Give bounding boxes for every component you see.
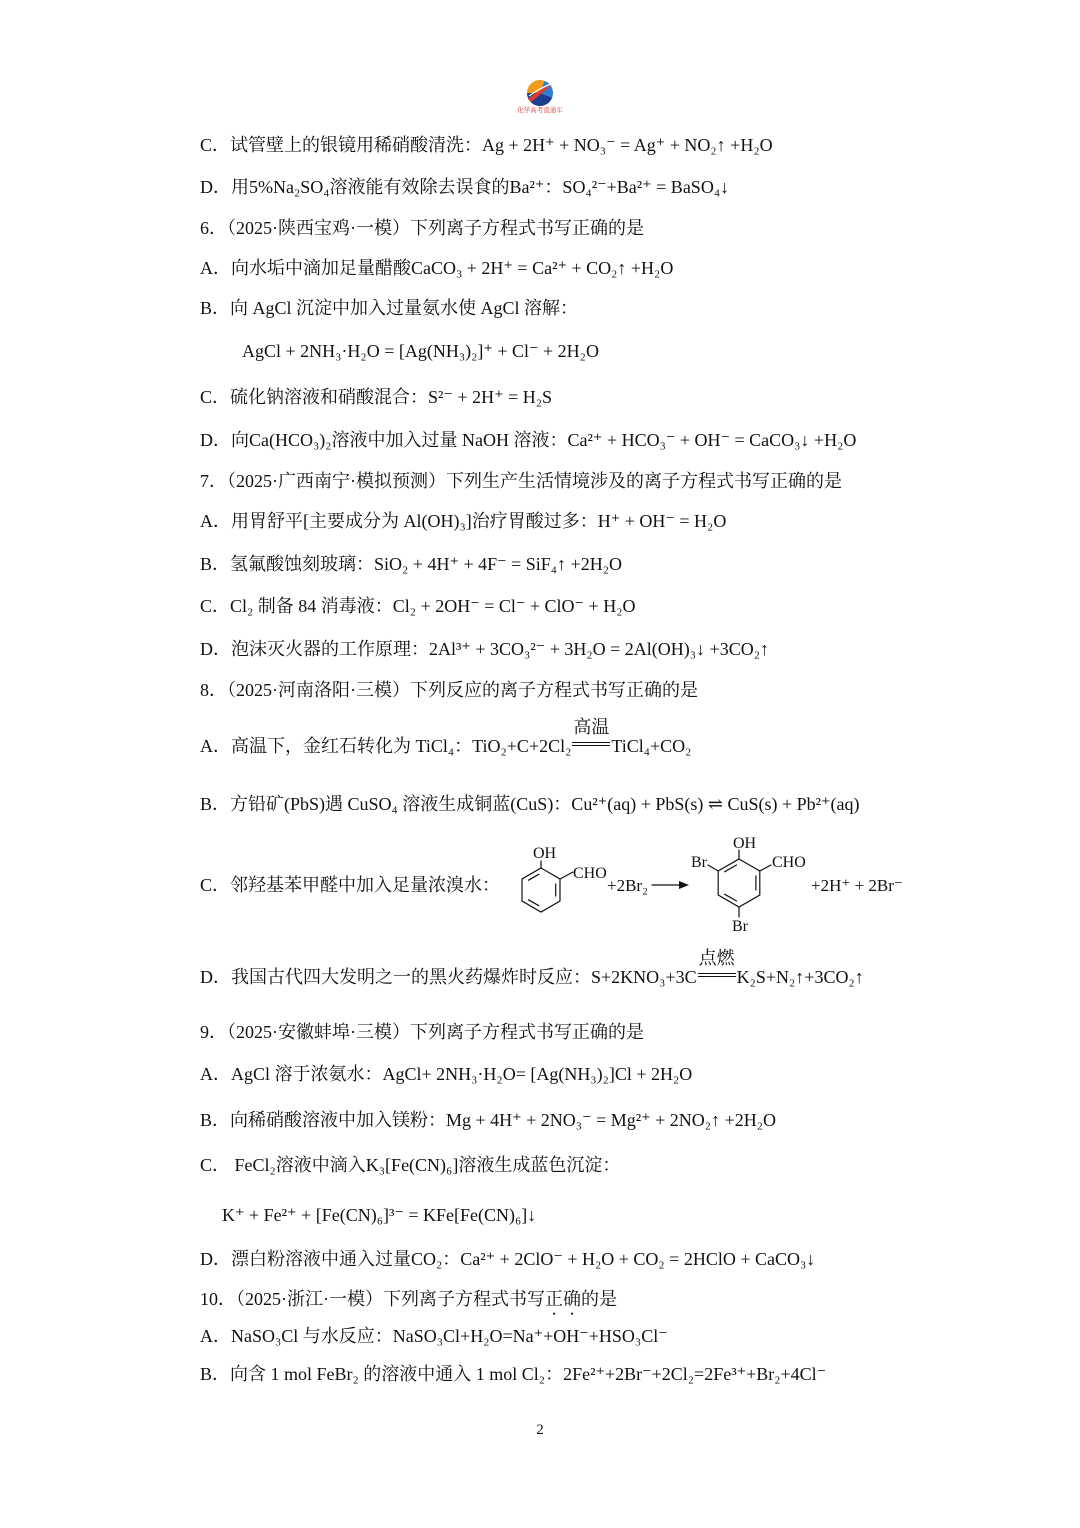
q6-option-a: A．向水垢中滴加足量醋酸CaCO₃ + 2H⁺ = Ca²⁺ + CO₂↑ +H₂O bbox=[200, 258, 674, 278]
q8-option-d bbox=[200, 948, 864, 989]
q10-title-text: 10．（2025·浙江·一模）下列离子方程式书写 bbox=[200, 1289, 545, 1309]
question-10-title bbox=[200, 1287, 617, 1311]
q8-option-b: B．方铅矿(PbS)遇 CuSO₄ 溶液生成铜蓝(CuS)：Cu²⁺(aq) + PbS(s) ⇌ CuS(s) + Pb²⁺(aq) bbox=[200, 794, 860, 814]
prev-option-d: D．用5%Na₂SO₄溶液能有效除去误食的Ba²⁺：SO₄²⁻+Ba²⁺ = BaSO₄↓ bbox=[200, 177, 730, 197]
q6-option-c: C．硫化钠溶液和硝酸混合：S²⁻ + 2H⁺ = H₂S bbox=[200, 387, 553, 407]
product-cho-label: CHO bbox=[772, 854, 806, 871]
q9-option-b: B．向稀硝酸溶液中加入镁粉：Mg + 4H⁺ + 2NO₃⁻ = Mg²⁺ + 2NO₂↑ +2H₂O bbox=[200, 1110, 776, 1130]
bond-br-left bbox=[708, 865, 718, 871]
product-oh-label: OH bbox=[733, 835, 757, 852]
q6-option-d: D．向Ca(HCO₃)₂溶液中加入过量 NaOH 溶液：Ca²⁺ + HCO₃⁻ + OH⁻ = CaCO₃↓ +H₂O bbox=[200, 430, 857, 450]
reagent-label: +2Br₂ bbox=[607, 876, 649, 895]
q8-option-a-text: A．高温下，金红石转化为 TiCl₄：TiO₂+C+2Cl₂ bbox=[200, 736, 572, 756]
reaction-condition bbox=[572, 717, 610, 758]
prev-option-c: C．试管壁上的银镜用稀硝酸清洗：Ag + 2H⁺ + NO₃⁻ = Ag⁺ + NO₂↑ +H₂O bbox=[200, 135, 773, 155]
q8-option-d-products: K₂S+N₂↑+3CO₂↑ bbox=[736, 967, 864, 987]
q10-option-a: A．NaSO₃Cl 与水反应：NaSO₃Cl+H₂O=Na⁺+OH⁻+HSO₃Cl⁻ bbox=[200, 1326, 668, 1346]
byproducts-label: +2H⁺ + 2Br⁻ bbox=[811, 876, 903, 895]
reaction-condition bbox=[698, 948, 736, 989]
q10-title-emphasis: 正确 bbox=[545, 1289, 581, 1309]
q9-option-d: D．漂白粉溶液中通入过量CO₂：Ca²⁺ + 2ClO⁻ + H₂O + CO₂ = 2HClO + CaCO₃↓ bbox=[200, 1249, 816, 1269]
q6-option-b: B．向 AgCl 沉淀中加入过量氨水使 AgCl 溶解： bbox=[200, 298, 579, 318]
q8-option-a-products: TiCl₄+CO₂ bbox=[611, 736, 692, 756]
q9-option-c-equation: K⁺ + Fe²⁺ + [Fe(CN)₆]³⁻ = KFe[Fe(CN)₆]↓ bbox=[222, 1205, 537, 1225]
page-number: 2 bbox=[536, 1422, 544, 1438]
q7-option-a: A．用胃舒平[主要成分为 Al(OH)₃]治疗胃酸过多：H⁺ + OH⁻ = H₂O bbox=[200, 511, 727, 531]
bond-cho bbox=[560, 872, 573, 879]
reaction-double-line bbox=[698, 973, 736, 977]
reactant-oh-label: OH bbox=[533, 845, 557, 862]
question-9-title: 9．（2025·安徽蚌埠·三模）下列离子方程式书写正确的是 bbox=[200, 1022, 644, 1042]
benzene-ring-product bbox=[718, 859, 760, 907]
bond-cho bbox=[760, 865, 771, 871]
reactant-cho-label: CHO bbox=[573, 865, 607, 882]
q7-option-d: D．泡沫灭火器的工作原理：2Al³⁺ + 3CO₃²⁻ + 3H₂O = 2Al(OH)₃↓ +3CO₂↑ bbox=[200, 639, 769, 659]
q9-option-a: A．AgCl 溶于浓氨水：AgCl+ 2NH₃·H₂O= [Ag(NH₃)₂]Cl + 2H₂O bbox=[200, 1064, 693, 1084]
logo-text: 化学高考直通车 bbox=[517, 106, 563, 114]
q7-option-c: C．Cl₂ 制备 84 消毒液：Cl₂ + 2OH⁻ = Cl⁻ + ClO⁻ + H₂O bbox=[200, 596, 636, 616]
logo bbox=[515, 76, 565, 122]
product-br-left-label: Br bbox=[691, 854, 707, 871]
q6-option-b-equation: AgCl + 2NH₃·H₂O = [Ag(NH₃)₂]⁺ + Cl⁻ + 2H₂O bbox=[242, 341, 599, 361]
double-bond bbox=[529, 900, 539, 906]
reaction-scheme-bromination bbox=[515, 830, 915, 940]
q10-option-b: B．向含 1 mol FeBr₂ 的溶液中通入 1 mol Cl₂：2Fe²⁺+2Br⁻+2Cl₂=2Fe³⁺+Br₂+4Cl⁻ bbox=[200, 1364, 827, 1384]
q8-option-d-text: D．我国古代四大发明之一的黑火药爆炸时反应：S+2KNO₃+3C bbox=[200, 967, 697, 987]
benzene-ring-reactant bbox=[522, 868, 560, 912]
double-bond bbox=[529, 874, 539, 880]
question-6-title: 6．（2025·陕西宝鸡·一模）下列离子方程式书写正确的是 bbox=[200, 218, 644, 238]
question-8-title: 8．（2025·河南洛阳·三模）下列反应的离子方程式书写正确的是 bbox=[200, 680, 698, 700]
q10-title-end: 的是 bbox=[581, 1289, 617, 1309]
arrow-head-icon bbox=[679, 881, 689, 889]
q7-option-b: B．氢氟酸蚀刻玻璃：SiO₂ + 4H⁺ + 4F⁻ = SiF₄↑ +2H₂O bbox=[200, 554, 622, 574]
product-br-bottom-label: Br bbox=[732, 918, 748, 935]
condition-label-high-temperature: 高温 bbox=[573, 717, 610, 737]
q8-option-a bbox=[200, 717, 692, 758]
question-7-title: 7．（2025·广西南宁·模拟预测）下列生产生活情境涉及的离子方程式书写正确的是 bbox=[200, 471, 842, 491]
q8-option-c: C．邻羟基苯甲醛中加入足量浓溴水： bbox=[200, 875, 501, 895]
q9-option-c: C． FeCl₂溶液中滴入K₃[Fe(CN)₆]溶液生成蓝色沉淀： bbox=[200, 1155, 621, 1175]
condition-label-ignition: 点燃 bbox=[698, 948, 735, 968]
reaction-double-line bbox=[572, 742, 610, 746]
